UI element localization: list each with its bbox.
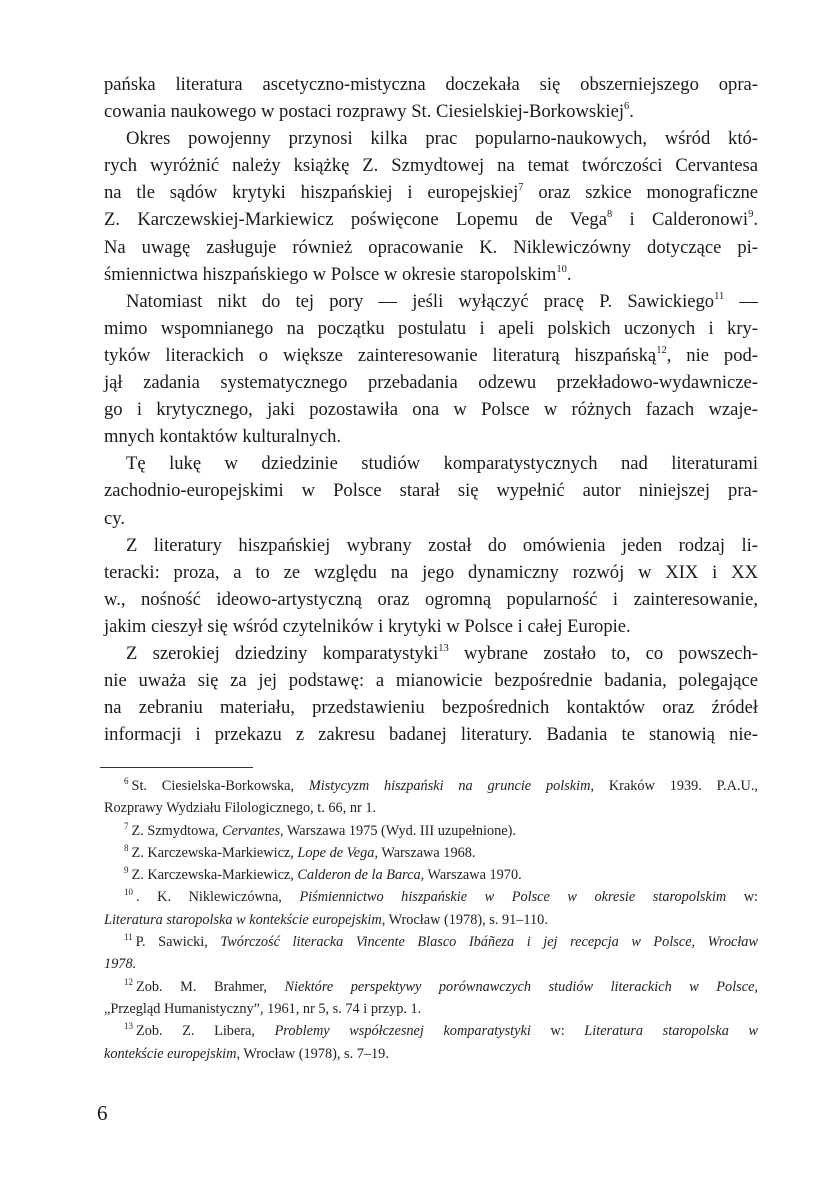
footnote-text: Rozprawy Wydziału Filologicznego, t. 66, nr 1. (104, 800, 377, 817)
paragraph (104, 640, 758, 748)
citation-title: Literatura staropolska w kontekście europejskim (104, 911, 382, 928)
line-text: Z literatury hiszpańskiej wybrany został do omówienia jeden rodzaj li- (126, 534, 758, 556)
footnotes (104, 775, 758, 1065)
footnote-line (104, 842, 758, 864)
line-text: cy. (104, 507, 125, 529)
footnote-number: 8 (124, 842, 129, 853)
footnote-reference: 11 (714, 290, 725, 302)
footnote-line (104, 820, 758, 842)
footnote-line (104, 953, 758, 975)
line-text: . (753, 209, 759, 231)
footnote-text: , Warszawa 1975 (Wyd. III uzupełnione). (280, 822, 516, 839)
line-text: Z. Karczewskiej-Markiewicz poświęcone Lopemu de Vega (104, 209, 607, 231)
footnote-text: Z. Karczewska-Markiewicz, (131, 844, 298, 861)
footnote-line (104, 775, 758, 797)
line-text: tyków literackich o większe zainteresowanie literaturą hiszpańską (104, 344, 657, 366)
line-text: jakim cieszył się wśród czytelników i krytyki w Polsce i całej Europie. (104, 615, 631, 637)
line-text: go i krytycznego, jaki pozostawiła ona w Polsce w różnych fazach wzaje- (104, 399, 758, 421)
text-line (104, 477, 758, 504)
line-text: cowania naukowego w postaci rozprawy St. Ciesielskiej-Borkowskiej (104, 101, 624, 123)
footnote-text: , Warszawa 1968. (374, 844, 476, 861)
text-line (104, 125, 758, 152)
footnote-text: w: (530, 1023, 585, 1040)
text-line (104, 261, 758, 288)
line-text: jął zadania systematycznego przebadania odzewu przekładowo-wydawnicze- (104, 372, 758, 394)
citation-title: Piśmiennictwo hiszpańskie w Polsce w okresie staropolskim (299, 889, 727, 906)
footnote-number: 11 (124, 932, 133, 943)
footnote-number: 6 (124, 776, 129, 786)
line-text: Okres powojenny przynosi kilka prac popularno-naukowych, wśród któ- (126, 128, 758, 150)
line-text: . (629, 101, 634, 123)
text-line (104, 71, 758, 98)
footnote-line (104, 931, 758, 953)
line-text: nie uważa się za jej podstawę: a mianowicie bezpośrednie badania, polegające (104, 670, 758, 692)
citation-title: Niektóre perspektywy porównawczych studiów literackich w Polsce, (284, 978, 758, 995)
line-text: rych wyróżnić należy książkę Z. Szmydtowej na temat twórczości Cervantesa (104, 155, 758, 177)
footnote-line (104, 976, 758, 998)
text-line (104, 450, 758, 477)
citation-title: Calderon de la Barca (297, 867, 421, 884)
text-line (104, 206, 758, 233)
citation-title: Mistycyzm hiszpański na gruncie polskim (308, 778, 591, 794)
footnote-text: Zob. Z. Libera, (136, 1023, 275, 1040)
text-line (104, 423, 758, 450)
footnote-text: . K. Niklewiczówna, (136, 889, 300, 906)
footnote-reference: 6 (624, 101, 630, 113)
footnote-reference: 8 (606, 209, 613, 221)
text-line (104, 694, 758, 721)
footnote-reference: 10 (556, 263, 567, 275)
footnote-text: w: (726, 889, 758, 906)
text-line (104, 640, 758, 667)
line-text: na tle sądów krytyki hiszpańskiej i europejskiej (104, 182, 519, 204)
line-text: Natomiast nikt do tej pory — jeśli wyłączyć pracę P. Sawickiego (126, 290, 715, 312)
line-text: , nie pod- (666, 344, 759, 366)
footnote-reference: 13 (438, 642, 449, 654)
footnote-text: Zob. M. Brahmer, (136, 978, 285, 995)
footnote-reference: 9 (748, 209, 754, 221)
footnote-reference: 12 (656, 344, 667, 356)
line-text: Z szerokiej dziedziny komparatystyki (126, 642, 439, 664)
citation-title: Literatura staropolska w (584, 1023, 758, 1040)
footnote-text: Z. Szmydtowa, (131, 822, 223, 839)
line-text: na zebraniu materiału, przedstawieniu bezpośrednich kontaktów oraz źródeł (104, 697, 758, 719)
text-line (104, 721, 758, 748)
line-text: Tę lukę w dziedzinie studiów komparatystycznych nad literaturami (126, 453, 758, 475)
footnote (104, 864, 758, 886)
text-line (104, 559, 758, 586)
footnote-text: , Wrocław (1978), s. 91–110. (381, 911, 548, 928)
footnote-line (104, 998, 758, 1020)
footnote-line (104, 797, 758, 819)
footnote (104, 775, 758, 820)
text-line (104, 152, 758, 179)
text-line (104, 613, 758, 640)
paragraph (104, 125, 758, 288)
footnote-number: 12 (124, 976, 133, 987)
text-line (104, 179, 758, 206)
text-line (104, 667, 758, 694)
footnote-number: 10 (124, 887, 133, 898)
page-number: 6 (97, 1101, 108, 1125)
footnote-text: , Wrocław (1978), s. 7–19. (236, 1045, 389, 1062)
body-text (104, 71, 758, 748)
line-text: w., nośność ideowo-artystyczną oraz ogromną popularność i zainteresowanie, (104, 588, 758, 610)
line-text: pańska literatura ascetyczno-mistyczna doczekała się obszerniejszego opra- (104, 74, 758, 95)
footnote (104, 842, 758, 864)
line-text: mimo wspomnianego na początku postulatu i apeli polskich uczonych i kry- (104, 317, 758, 339)
footnote-text: , Kraków 1939. P.A.U., (590, 778, 758, 794)
text-line (104, 369, 758, 396)
footnote-separator (100, 767, 253, 768)
paragraph (104, 450, 758, 531)
line-text: oraz szkice monograficzne (523, 182, 758, 204)
text-line (104, 315, 758, 342)
footnote (104, 976, 758, 1021)
citation-title: Twórczość literacka Vincente Blasco Ibáñeza i jej recepcja w Polsce, Wrocław (220, 934, 758, 951)
footnote (104, 820, 758, 842)
footnote-line (104, 864, 758, 886)
line-text: i Calderonowi (612, 209, 749, 231)
footnote-number: 9 (124, 865, 129, 876)
line-text: Na uwagę zasługuje również opracowanie K. Niklewiczówny dotyczące pi- (104, 236, 758, 258)
footnote-number: 13 (124, 1021, 133, 1032)
line-text: — (724, 290, 758, 312)
line-text: informacji i przekazu z zakresu badanej literatury. Badania te stanowią nie- (104, 724, 758, 746)
footnote-line (104, 886, 758, 908)
paragraph (104, 288, 758, 451)
footnote (104, 931, 758, 976)
citation-title: Cervantes (222, 822, 281, 839)
citation-title: kontekście europejskim (104, 1045, 237, 1062)
footnote-text: „Przegląd Humanistyczny”, 1961, nr 5, s. 74 i przyp. 1. (104, 1000, 422, 1017)
text-line (104, 532, 758, 559)
footnote (104, 886, 758, 931)
paragraph (104, 71, 758, 125)
line-text: teracki: proza, a to ze względu na jego dynamiczny rozwój w XIX i XX (104, 561, 758, 583)
text-line (104, 586, 758, 613)
text-line (104, 288, 758, 315)
citation-title: Lope de Vega (297, 844, 375, 861)
footnote (104, 1020, 758, 1065)
footnote-line (104, 1020, 758, 1042)
footnote-text: St. Ciesielska-Borkowska, (131, 778, 309, 794)
text-line (104, 396, 758, 423)
footnote-text: Z. Karczewska-Markiewicz, (131, 867, 298, 884)
footnote-number: 7 (124, 820, 129, 831)
text-line (104, 505, 758, 532)
text-line (104, 234, 758, 261)
line-text: mnych kontaktów kulturalnych. (104, 426, 342, 448)
citation-title: Problemy współczesnej komparatystyki (274, 1023, 531, 1040)
paragraph (104, 532, 758, 640)
footnote-text: , Warszawa 1970. (420, 867, 522, 884)
footnote-line (104, 909, 758, 931)
line-text: śmiennictwa hiszpańskiego w Polsce w okresie staropolskim (104, 263, 557, 285)
text-line (104, 342, 758, 369)
line-text: zachodnio-europejskimi w Polsce starał się wypełnić autor niniejszej pra- (104, 480, 758, 502)
line-text: wybrane zostało to, co powszech- (448, 642, 759, 664)
text-line (104, 98, 758, 125)
footnote-reference: 7 (518, 182, 524, 194)
line-text: . (566, 263, 572, 285)
footnote-line (104, 1043, 758, 1065)
citation-title: 1978. (104, 956, 137, 973)
footnote-text: P. Sawicki, (135, 934, 221, 951)
